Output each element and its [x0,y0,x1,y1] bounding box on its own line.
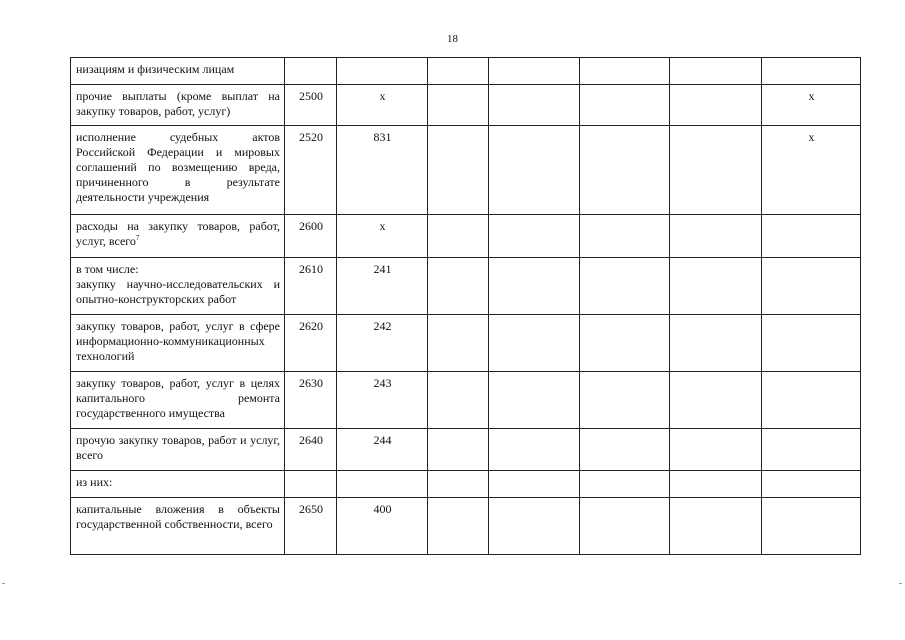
row-description [71,215,285,258]
row-description-text: закупку научно-исследовательских и опытно-конструкторских работ [76,277,280,306]
empty-cell [670,85,762,126]
row-description: капитальные вложения в объекты государственной собственности, всего [71,498,285,555]
empty-cell [580,85,670,126]
empty-cell [489,372,580,429]
empty-cell [428,471,489,498]
row-code: 2620 [285,315,337,372]
empty-cell [428,315,489,372]
table-row [71,215,861,258]
table-row [71,429,861,471]
row-kbk: 244 [337,429,428,471]
empty-cell [670,315,762,372]
row-kbk: 243 [337,372,428,429]
empty-cell [489,85,580,126]
row-col10 [762,372,861,429]
empty-cell [428,58,489,85]
row-code: 2500 [285,85,337,126]
row-code [285,471,337,498]
empty-cell [670,215,762,258]
row-code: 2610 [285,258,337,315]
row-kbk: 242 [337,315,428,372]
empty-cell [670,372,762,429]
row-description: исполнение судебных актов Российской Федерации и мировых соглашений по возмещению вреда, причиненного в результате деятельности учреждения [71,126,285,215]
table-row [71,126,861,215]
row-col10: х [762,85,861,126]
row-description [71,258,285,315]
row-code [285,58,337,85]
empty-cell [670,126,762,215]
empty-cell [428,85,489,126]
empty-cell [428,126,489,215]
row-code: 2600 [285,215,337,258]
table-row [71,471,861,498]
table-row [71,58,861,85]
row-kbk [337,58,428,85]
empty-cell [428,372,489,429]
row-col10 [762,315,861,372]
empty-cell [580,58,670,85]
row-col10 [762,215,861,258]
empty-cell [580,215,670,258]
empty-cell [428,429,489,471]
row-description-prefix: в том числе: [76,262,139,276]
row-col10: х [762,126,861,215]
empty-cell [489,126,580,215]
empty-cell [580,471,670,498]
empty-cell [428,498,489,555]
row-kbk: х [337,85,428,126]
scan-mark-right [899,583,902,584]
row-code: 2640 [285,429,337,471]
row-col10 [762,498,861,555]
table-row [71,315,861,372]
table-row [71,498,861,555]
page-number: 18 [447,33,458,45]
row-code: 2650 [285,498,337,555]
empty-cell [489,258,580,315]
row-code: 2520 [285,126,337,215]
row-col10 [762,258,861,315]
row-col10 [762,429,861,471]
empty-cell [489,215,580,258]
row-kbk: х [337,215,428,258]
row-description: закупку товаров, работ, услуг в целях капитального ремонта государственного имущества [71,372,285,429]
row-description: из них: [71,471,285,498]
row-description: низациям и физическим лицам [71,58,285,85]
row-col10 [762,471,861,498]
row-kbk: 241 [337,258,428,315]
row-description: прочую закупку товаров, работ и услуг, всего [71,429,285,471]
row-description: прочие выплаты (кроме выплат на закупку товаров, работ, услуг) [71,85,285,126]
empty-cell [428,258,489,315]
empty-cell [580,498,670,555]
empty-cell [580,372,670,429]
row-description: закупку товаров, работ, услуг в сфере информационно-коммуникационных технологий [71,315,285,372]
row-kbk: 400 [337,498,428,555]
row-kbk [337,471,428,498]
empty-cell [670,429,762,471]
empty-cell [580,315,670,372]
empty-cell [670,471,762,498]
empty-cell [489,471,580,498]
table-row [71,85,861,126]
table-row [71,258,861,315]
empty-cell [489,58,580,85]
empty-cell [670,258,762,315]
empty-cell [489,429,580,471]
empty-cell [580,258,670,315]
empty-cell [489,498,580,555]
row-description-text: расходы на закупку товаров, работ, услуг, всего [76,219,280,248]
scan-mark-left [2,583,5,584]
empty-cell [428,215,489,258]
empty-cell [670,498,762,555]
empty-cell [489,315,580,372]
budget-table [70,57,861,555]
empty-cell [670,58,762,85]
footnote-marker: 7 [135,234,140,242]
row-kbk: 831 [337,126,428,215]
empty-cell [580,126,670,215]
table-row [71,372,861,429]
empty-cell [580,429,670,471]
row-col10 [762,58,861,85]
row-code: 2630 [285,372,337,429]
